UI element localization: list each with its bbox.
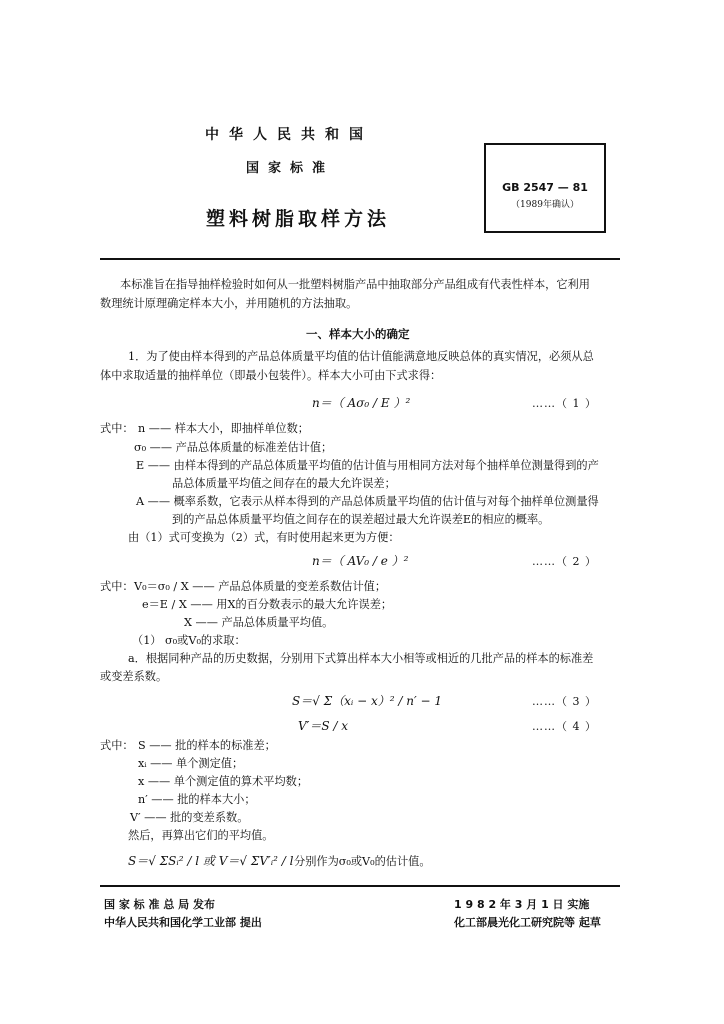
where1-a-cont: 到的产品总体质量平均值之间存在的误差超过最大允许误差E的相应的概率。 (172, 513, 550, 526)
where-label-1: 式中： (100, 422, 134, 435)
standard-number-box (484, 143, 606, 233)
where2-xbar: X —— 产品总体质量平均值。 (184, 616, 334, 629)
footer-divider (100, 885, 620, 887)
equation-3: S＝√ Σ（xᵢ − x）² / n′ − 1 (292, 694, 443, 708)
where2-v0: V₀＝σ₀ / X —— 产品总体质量的变差系数估计值； (134, 580, 387, 593)
final-equation: S＝√ ΣSᵢ² / l 或 V＝√ ΣV′ᵢ² / l (128, 854, 294, 868)
equation-4: V′＝S / x (298, 719, 349, 733)
para1-line-2: 体中求取适量的抽样单位（即最小包装件）。样本大小可由下式求得： (100, 369, 442, 382)
para1-line-1: 1．为了使由样本得到的产品总体质量平均值的估计值能满意地反映总体的真实情况，必须从总 (128, 350, 594, 363)
footer-date: 1 9 8 2 年 3 月 1 日 实施 (454, 898, 590, 911)
footer-drafter: 化工部晨光化工研究院等 起草 (454, 916, 601, 929)
where1-e: E —— 由样本得到的产品总体质量平均值的估计值与用相同方法对每个抽样单位测量得到的产 (136, 459, 599, 472)
footer-issuer: 国 家 标 准 总 局 发布 (104, 898, 215, 911)
where3-xi: xᵢ —— 单个测定值； (138, 757, 244, 770)
then-note: 然后，再算出它们的平均值。 (128, 829, 274, 842)
subsection-1: （1） σ₀或V₀的求取： (132, 634, 246, 647)
where1-e-cont: 品总体质量平均值之间存在的最大允许误差； (172, 477, 396, 490)
standard-confirmed: （1989年确认） (511, 200, 579, 210)
footer-proposer: 中华人民共和国化学工业部 提出 (104, 916, 262, 929)
sub1a-line-1: a．根据同种产品的历史数据，分别用下式算出样本大小相等或相近的几批产品的样本的标准差 (128, 652, 594, 665)
where3-n: n′ —— 批的样本大小； (138, 793, 256, 806)
intro-line-1: 本标准旨在指导抽样检验时如何从一批塑料树脂产品中抽取部分产品组成有代表性样本，它利用 (120, 278, 590, 291)
section-heading: 一、样本大小的确定 (306, 327, 410, 341)
equation-2: n＝（ AV₀ / e ）² (312, 554, 409, 568)
category-heading: 国家标准 (246, 161, 335, 176)
document-title: 塑料树脂取样方法 (206, 208, 391, 230)
equation-4-number: ……（ 4 ） (532, 720, 597, 733)
equation-1-number: ……（ 1 ） (532, 397, 597, 410)
where-label-3: 式中： (100, 739, 134, 752)
header-divider (100, 258, 620, 260)
where-label-2: 式中： (100, 580, 134, 593)
equation-3-number: ……（ 3 ） (532, 695, 597, 708)
country-heading: 中华人民共和国 (205, 127, 373, 143)
sub1a-line-2: 或变差系数。 (100, 670, 168, 683)
where2-e: e＝E / X —— 用X的百分数表示的最大允许误差； (142, 598, 393, 611)
final-text: 分别作为σ₀或V₀的估计值。 (294, 855, 431, 868)
where3-s: S —— 批的样本的标准差； (138, 739, 276, 752)
transform-note: 由（1）式可变换为（2）式，有时使用起来更为方便： (128, 531, 400, 544)
equation-2-number: ……（ 2 ） (532, 555, 597, 568)
intro-line-2: 数理统计原理确定样本大小，并用随机的方法抽取。 (100, 297, 358, 310)
where3-xbar: x —— 单个测定值的算术平均数； (138, 775, 309, 788)
where1-n: n —— 样本大小，即抽样单位数； (138, 422, 309, 435)
where1-a: A —— 概率系数，它表示从样本得到的产品总体质量平均值的估计值与对每个抽样单位测量得 (136, 495, 599, 508)
where1-sigma: σ₀ —— 产品总体质量的标准差估计值； (134, 441, 333, 454)
where3-v: V′ —— 批的变差系数。 (130, 811, 249, 824)
standard-code: GB 2547 — 81 (502, 181, 588, 194)
equation-1: n＝（ Aσ₀ / E ）² (312, 396, 411, 410)
